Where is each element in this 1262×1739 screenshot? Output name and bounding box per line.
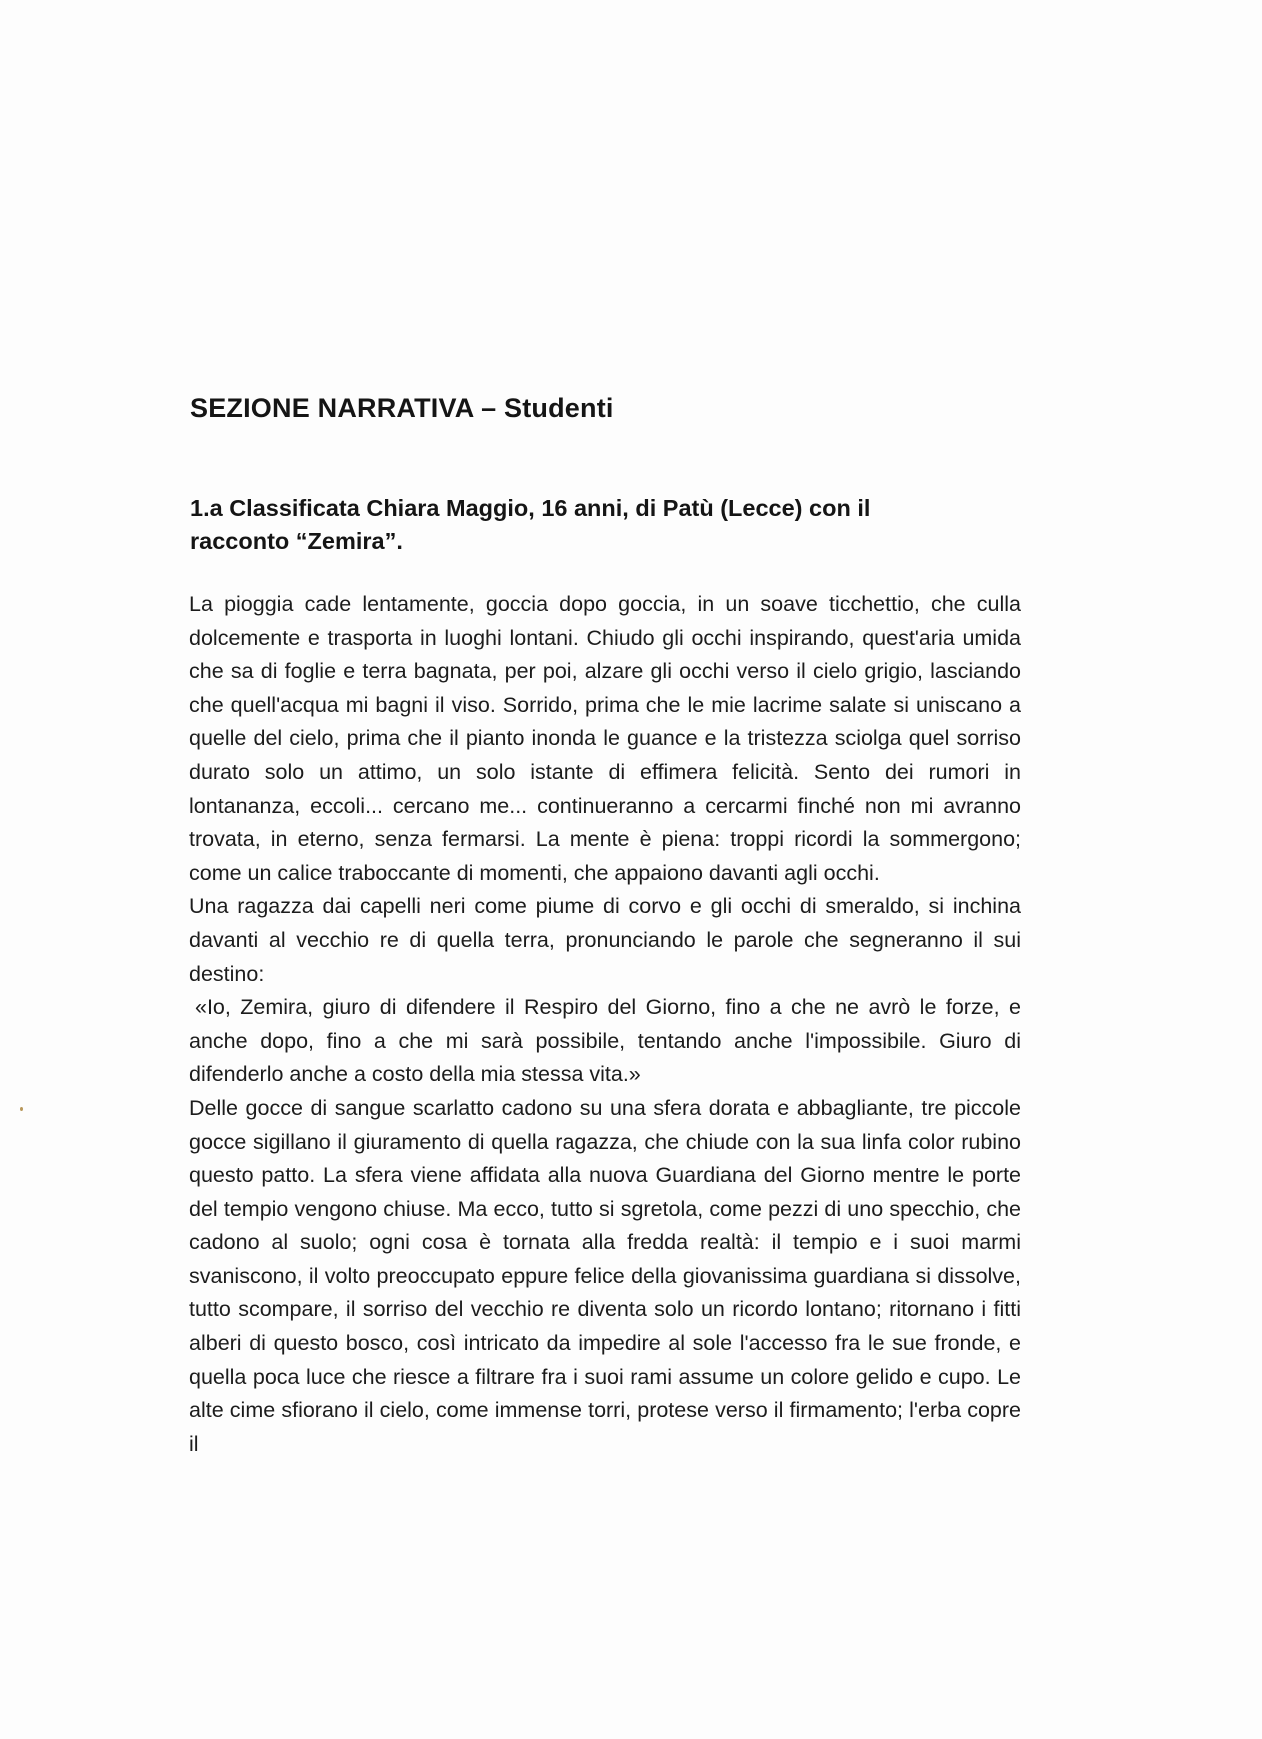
paragraph-blood: Delle gocce di sangue scarlatto cadono su una sfera dorata e abbagliante, tre piccole gocce sigillano il giuramento di quella ragazza, che chiude con la sua linfa color rubino questo patto. La sfera viene affidata alla nuova Guardiana del Giorno mentre le porte del tempio vengono chiuse. Ma ecco, tutto si sgretola, come pezzi di uno specchio, che cadono al suolo; ogni cosa è tornata alla fredda realtà: il tempio e i suoi marmi svaniscono, il volto preoccupato eppure felice della giovanissima guardiana si dissolve, tutto scompare, il sorriso del vecchio re diventa solo un ricordo lontano; ritornano i fitti alberi di questo bosco, così intricato da impedire al sole l'accesso fra le sue fronde, e quella poca luce che riesce a filtrare fra i suoi rami assume un colore gelido e cupo. Le alte cime sfiorano il cielo, come immense torri, protese verso il firmamento; l'erba copre il [189, 1095, 1021, 1456]
story-body [189, 588, 1021, 1461]
section-title: SEZIONE NARRATIVA – Studenti [190, 393, 614, 423]
scan-speck [20, 1107, 23, 1111]
entry-heading: 1.a Classificata Chiara Maggio, 16 anni, di Patù (Lecce) con il racconto “Zemira”. [190, 495, 871, 554]
paragraph-rain: La pioggia cade lentamente, goccia dopo goccia, in un soave ticchettio, che culla dolcemente e trasporta in luoghi lontani. Chiudo gli occhi inspirando, quest'aria umida che sa di foglie e terra bagnata, per poi, alzare gli occhi verso il cielo grigio, lasciando che quell'acqua mi bagni il viso. Sorrido, prima che le mie lacrime salate si uniscano a quelle del cielo, prima che il pianto inonda le guance e la tristezza sciolga quel sorriso durato solo un attimo, un solo istante di effimera felicità. Sento dei rumori in lontananza, eccoli... cercano me... continueranno a cercarmi finché non mi avranno trovata, in eterno, senza fermarsi. La mente è piena: troppi ricordi la sommergono; come un calice traboccante di momenti, che appaiono davanti agli occhi. [189, 592, 1021, 885]
paragraph-girl: Una ragazza dai capelli neri come piume di corvo e gli occhi di smeraldo, si inchina davanti al vecchio re di quella terra, pronunciando le parole che segneranno il sui destino: [189, 894, 1021, 986]
paragraph-oath: «Io, Zemira, giuro di difendere il Respiro del Giorno, fino a che ne avrò le forze, e anche dopo, fino a che mi sarà possibile, tentando anche l'impossibile. Giuro di difenderlo anche a costo della mia stessa vita.» [189, 995, 1021, 1087]
